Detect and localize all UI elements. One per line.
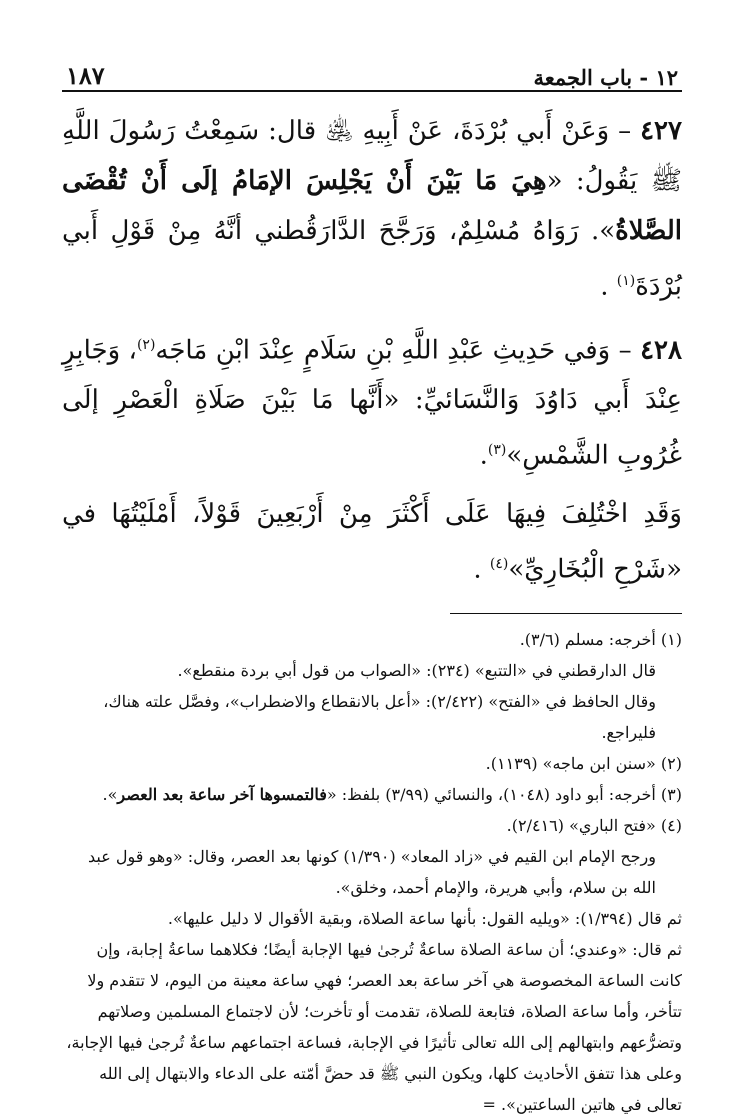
main-text [62, 106, 682, 595]
footnote-4-line: ثم قال: «وعندي؛ أن ساعة الصلاة ساعةٌ تُرجىٰ فيها الإجابة أيضًا؛ فكلاهما ساعةُ إجابة، وإن كانت الساعة المخصوصة هي آخر ساعة بعد العصر؛ فهي ساعة معينة من اليوم، لا تتقدم ولا تتأخر، وأما ساعة الصلاة، فتابعة للصلاة، تقدمت أو تأخرت؛ لأن لاجتماع المسلمين وصلاتهم وتضرُّعهم وابتهالهم إلى الله تعالى تأثيرًا في الإجابة، فساعة اجتماعهم ساعةٌ تُرجىٰ فيها الإجابة، وعلى هذا تتفق الأحاديث كلها، ويكون النبي ﷺ قد حضَّ أمّته على الدعاء والابتهال إلى الله تعالى في هاتين الساعتين». = [66, 939, 682, 1114]
hadith-part: ، وَجَابِرٍ عِنْدَ أَبي دَاوُدَ وَالنَّسَائيِّ: «أَنَّها مَا بَيْنَ صَلَاةِ الْعَصْرِ إلَى غُرُوبِ الشَّمْسِ» [62, 335, 682, 471]
closing-paragraph [62, 489, 682, 595]
hadith-rest: ». رَوَاهُ مُسْلِمٌ، وَرَجَّحَ الدَّارَقُطني أنَّهُ مِنْ قَوْلِ أَبي بُرْدَةَ [62, 216, 682, 302]
hadith-427 [62, 106, 682, 312]
page-header [62, 52, 682, 92]
hadith-number: ٤٢٨ [640, 335, 682, 366]
footnote-divider [450, 613, 682, 614]
hadith-number: ٤٢٧ [640, 116, 682, 146]
footnote-3 [62, 779, 682, 810]
footnote-4-line: ورجح الإمام ابن القيم في «زاد المعاد» (١/٣٩٠) كونها بعد العصر، وقال: «وهو قول عبد الله بن سلام، وأبي هريرة، والإمام أحمد، وخلق». [87, 846, 656, 897]
footnote-ref: (٣) [487, 442, 507, 459]
footnote-1: (١) أخرجه: مسلم (٣/٦). [519, 629, 682, 649]
footnote-2: (٢) «سنن ابن ماجه» (١١٣٩). [485, 753, 682, 773]
hadith-428 [62, 320, 682, 481]
footnote-1-line: وقال الحافظ في «الفتح» (٢/٤٢٢): «أعل بالانقطاع والاضطراب»، وفصَّل علته هناك، فليراجع. [103, 691, 656, 742]
footnote-ref: (٤) [489, 555, 509, 572]
hadith-quote: هِيَ مَا بَيْنَ أَنْ يَجْلِسَ الإمَامُ إلَى أَنْ تُقْضَى الصَّلاةُ [62, 166, 682, 246]
closing-end: . [473, 554, 490, 585]
footnote-ref: (١) [616, 273, 636, 289]
page-number: ١٨٧ [66, 61, 105, 90]
footnotes [62, 624, 682, 1120]
footnote-4-line: ثم قال (١/٣٩٤): «ويليه القول: بأنها ساعة الصلاة، وبقية الأقوال لا دليل عليها». [167, 908, 682, 928]
footnote-3-quote: فالتمسوها آخر ساعة بعد العصر [117, 784, 327, 804]
chapter-title: ١٢ - باب الجمعة [533, 65, 678, 90]
footnote-ref: (٢) [136, 336, 156, 353]
hadith-end: . [600, 271, 617, 302]
hadith-intro: – وَعَنْ أَبي بُرْدَةَ، عَنْ أَبِيهِ ﵁ قال: سَمِعْتُ رَسُولَ اللَّهِ ﷺ يَقُولُ: « [62, 116, 682, 196]
footnote-4: (٤) «فتح الباري» (٢/٤١٦). [506, 815, 682, 835]
page [62, 52, 682, 1120]
footnote-1-line: قال الدارقطني في «التتبع» (٢٣٤): «الصواب من قول أبي بردة منقطع». [177, 660, 656, 680]
hadith-part: – وَفي حَدِيثِ عَبْدِ اللَّهِ بْنِ سَلَامٍ عِنْدَ ابْنِ مَاجَه [155, 335, 641, 366]
closing-text: وَقَدِ اخْتُلِفَ فِيهَا عَلَى أَكْثَرَ مِنْ أَرْبَعِينَ قَوْلاً، أَمْلَيْتُهَا في «شَرْحِ الْبُخَارِيِّ» [62, 498, 682, 585]
hadith-end: . [479, 440, 488, 471]
footnote-3-end: ». [102, 784, 118, 804]
footnote-3-text: (٣) أخرجه: أبو داود (١٠٤٨)، والنسائي (٣/٩٩) بلفظ: « [326, 784, 682, 804]
